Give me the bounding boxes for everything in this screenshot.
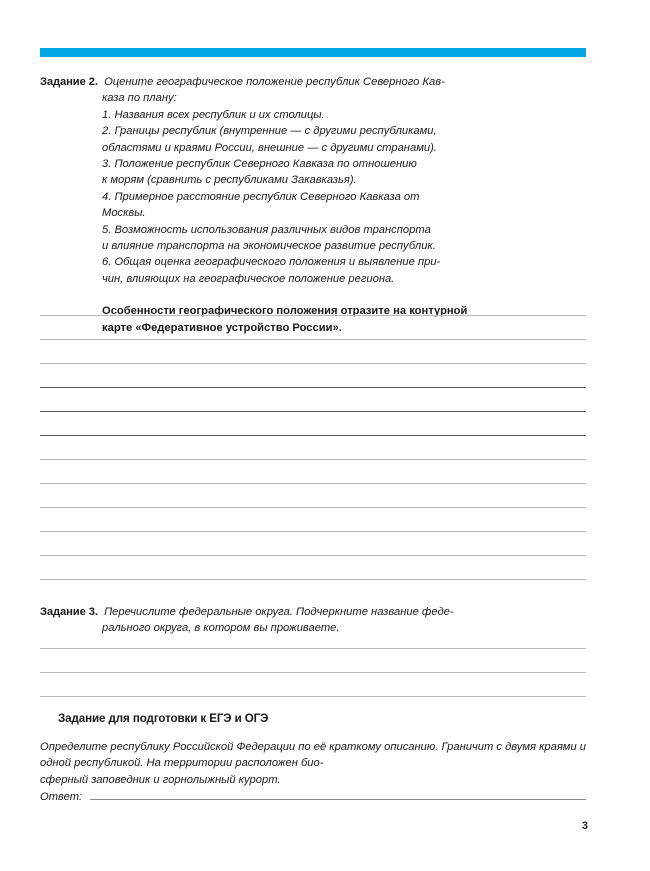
answer-line[interactable] [40,579,586,580]
exam-prep-section [40,712,586,788]
task-2-plan-list [40,107,586,287]
task-2 [40,74,586,336]
plan-item-line-1: 1. Названия всех республик и их столицы. [102,108,325,121]
exam-prep-line-1: Определите республику Российской Федерации по её краткому описанию. [40,741,439,753]
plan-item [40,107,586,123]
answer-line[interactable] [40,459,586,460]
answer-label: Ответ: [40,791,83,803]
answer-line[interactable] [40,555,586,556]
plan-item [40,156,586,172]
task-3-line-1: Перечислите федеральные округа. Подчеркните название феде- [104,606,454,618]
task-3-line-2: рального округа, в котором вы проживаете. [102,622,340,635]
task-3 [40,604,586,637]
task-2-intro-line-1: Оцените географическое положение республик Северного Кав- [104,76,445,88]
plan-item-wrap [40,271,586,287]
plan-item-line-2: и влияние транспорта на экономическое развитие республик. [102,240,436,253]
exam-prep-line-2: Граничит с двумя краями и одной республикой. На территории расположен био- [40,741,587,770]
plan-item [40,189,586,205]
plan-item [40,254,586,270]
task-3-heading [40,604,586,620]
plan-item-line-2: областями и краями России, внешние — с другими странами). [102,141,437,154]
task-3-label: Задание 3. [40,606,98,618]
answer-line[interactable] [40,483,586,484]
answer-line[interactable] [40,411,586,412]
task-2-note-line-1: Особенности географического положения отразите на контурной [102,305,468,318]
plan-item-wrap [40,205,586,221]
plan-item-line-1: 3. Положение республик Северного Кавказа по отношению [102,158,417,171]
answer-line[interactable] [40,531,586,532]
answer-line[interactable] [40,648,586,649]
answer-line[interactable] [40,339,586,340]
plan-item-line-1: 4. Примерное расстояние республик Северного Кавказа от [102,190,420,203]
plan-item-line-2: Москвы. [102,207,146,220]
plan-item-wrap [40,172,586,188]
answer-line[interactable] [40,435,586,436]
answer-line[interactable] [40,315,586,316]
plan-item-wrap [40,140,586,156]
content-column [40,74,586,336]
answer-line[interactable] [40,387,586,388]
exam-prep-body [40,739,586,788]
task-2-label: Задание 2. [40,76,98,88]
plan-item-line-2: чин, влияющих на географическое положение региона. [102,272,395,285]
plan-item-wrap [40,238,586,254]
task-2-note-line-2: карте «Федеративное устройство России». [102,321,342,334]
answer-line[interactable] [40,672,586,673]
task-2-heading [40,74,586,90]
answer-lines-block-2[interactable] [40,648,586,697]
plan-item-line-2: к морям (сравнить с республиками Закавказья). [102,174,357,187]
plan-item [40,222,586,238]
exam-prep-line-3: сферный заповедник и горнолыжный курорт. [40,773,281,786]
answer-input-line[interactable] [90,790,586,800]
plan-item-line-1: 2. Границы республик (внутренние — с другими республиками, [102,125,437,138]
answer-lines-block-1[interactable] [40,315,586,580]
exam-prep-heading: Задание для подготовки к ЕГЭ и ОГЭ [58,712,269,725]
task-2-intro-line-2: каза по плану: [102,92,177,105]
answer-line[interactable] [40,507,586,508]
answer-row[interactable] [40,790,586,803]
page-number: 3 [581,820,588,832]
plan-item [40,123,586,139]
answer-line[interactable] [40,363,586,364]
plan-item-line-1: 6. Общая оценка географического положения и выявление при- [102,256,441,269]
answer-line[interactable] [40,696,586,697]
plan-item-line-1: 5. Возможность использования различных видов транспорта [102,223,431,236]
accent-bar [40,48,586,57]
